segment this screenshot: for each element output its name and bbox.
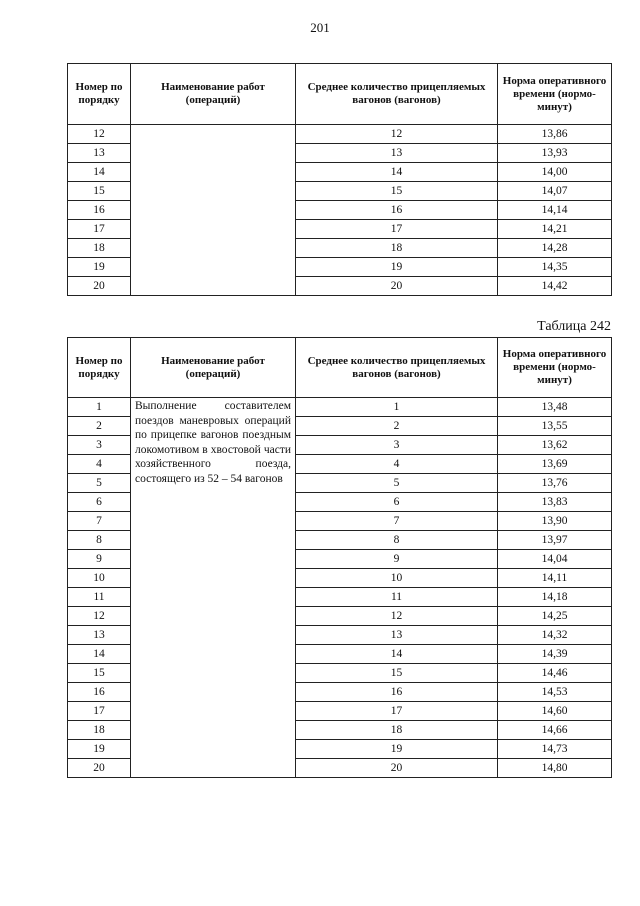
norm-time-cell: 13,97	[498, 531, 612, 550]
norm-time-cell: 13,48	[498, 398, 612, 417]
row-number-cell: 7	[68, 512, 131, 531]
row-number-cell: 5	[68, 474, 131, 493]
wagon-count-cell: 15	[296, 182, 498, 201]
wagon-count-cell: 11	[296, 588, 498, 607]
row-number-cell: 14	[68, 645, 131, 664]
header-norm-time: Норма оперативного времени (нормо-минут)	[498, 64, 612, 125]
table-header-row	[68, 64, 612, 125]
row-number-cell: 18	[68, 721, 131, 740]
wagon-count-cell: 9	[296, 550, 498, 569]
work-name-cell: Выполнение составителем поездов маневровых операций по прицепке вагонов поездным локомотивом в хвостовой части хозяйственного поезда, состоящего из 52 – 54 вагонов	[131, 398, 296, 778]
row-number-cell: 3	[68, 436, 131, 455]
wagon-count-cell: 2	[296, 417, 498, 436]
norm-time-cell: 13,62	[498, 436, 612, 455]
work-name-cell	[131, 125, 296, 296]
norm-table-continued	[67, 63, 612, 296]
row-number-cell: 2	[68, 417, 131, 436]
header-work-name: Наименование работ (операций)	[131, 64, 296, 125]
wagon-count-cell: 12	[296, 125, 498, 144]
norm-time-cell: 14,11	[498, 569, 612, 588]
row-number-cell: 15	[68, 664, 131, 683]
table-body	[68, 398, 612, 778]
norm-time-cell: 13,90	[498, 512, 612, 531]
row-number-cell: 16	[68, 201, 131, 220]
wagon-count-cell: 5	[296, 474, 498, 493]
norm-time-cell: 14,25	[498, 607, 612, 626]
row-number-cell: 13	[68, 144, 131, 163]
wagon-count-cell: 17	[296, 702, 498, 721]
norm-time-cell: 13,86	[498, 125, 612, 144]
wagon-count-cell: 17	[296, 220, 498, 239]
norm-time-cell: 14,53	[498, 683, 612, 702]
norm-time-cell: 14,35	[498, 258, 612, 277]
table-header-row	[68, 338, 612, 398]
header-work-name: Наименование работ (операций)	[131, 338, 296, 398]
norm-time-cell: 14,46	[498, 664, 612, 683]
norm-time-cell: 14,32	[498, 626, 612, 645]
wagon-count-cell: 19	[296, 258, 498, 277]
norm-time-cell: 13,55	[498, 417, 612, 436]
wagon-count-cell: 18	[296, 721, 498, 740]
row-number-cell: 12	[68, 607, 131, 626]
row-number-cell: 8	[68, 531, 131, 550]
wagon-count-cell: 6	[296, 493, 498, 512]
wagon-count-cell: 3	[296, 436, 498, 455]
page-number: 201	[310, 20, 330, 35]
norm-time-cell: 14,07	[498, 182, 612, 201]
row-number-cell: 6	[68, 493, 131, 512]
norm-time-cell: 14,21	[498, 220, 612, 239]
row-number-cell: 16	[68, 683, 131, 702]
norm-time-cell: 14,04	[498, 550, 612, 569]
wagon-count-cell: 20	[296, 759, 498, 778]
wagon-count-cell: 16	[296, 201, 498, 220]
row-number-cell: 14	[68, 163, 131, 182]
header-wagon-count: Среднее количество прицепляемых вагонов (вагонов)	[296, 338, 498, 398]
table-caption: Таблица 242	[537, 319, 611, 334]
table-body	[68, 125, 612, 296]
wagon-count-cell: 14	[296, 163, 498, 182]
wagon-count-cell: 15	[296, 664, 498, 683]
header-number: Номер по порядку	[68, 338, 131, 398]
row-number-cell: 19	[68, 740, 131, 759]
norm-time-cell: 14,28	[498, 239, 612, 258]
row-number-cell: 15	[68, 182, 131, 201]
header-wagon-count: Среднее количество прицепляемых вагонов (вагонов)	[296, 64, 498, 125]
norm-time-cell: 13,93	[498, 144, 612, 163]
wagon-count-cell: 18	[296, 239, 498, 258]
row-number-cell: 17	[68, 220, 131, 239]
row-number-cell: 20	[68, 759, 131, 778]
row-number-cell: 4	[68, 455, 131, 474]
row-number-cell: 11	[68, 588, 131, 607]
row-number-cell: 13	[68, 626, 131, 645]
norm-time-cell: 13,69	[498, 455, 612, 474]
norm-time-cell: 14,42	[498, 277, 612, 296]
norm-time-cell: 14,14	[498, 201, 612, 220]
wagon-count-cell: 10	[296, 569, 498, 588]
wagon-count-cell: 8	[296, 531, 498, 550]
norm-time-cell: 14,18	[498, 588, 612, 607]
row-number-cell: 18	[68, 239, 131, 258]
norm-time-cell: 14,39	[498, 645, 612, 664]
row-number-cell: 1	[68, 398, 131, 417]
norm-time-cell: 14,00	[498, 163, 612, 182]
wagon-count-cell: 12	[296, 607, 498, 626]
wagon-count-cell: 13	[296, 626, 498, 645]
wagon-count-cell: 20	[296, 277, 498, 296]
wagon-count-cell: 19	[296, 740, 498, 759]
row-number-cell: 10	[68, 569, 131, 588]
table-row	[68, 398, 612, 417]
wagon-count-cell: 7	[296, 512, 498, 531]
row-number-cell: 20	[68, 277, 131, 296]
norm-time-cell: 14,73	[498, 740, 612, 759]
norm-time-cell: 14,60	[498, 702, 612, 721]
wagon-count-cell: 1	[296, 398, 498, 417]
table-row	[68, 125, 612, 144]
norm-table-242	[67, 337, 612, 778]
norm-time-cell: 13,76	[498, 474, 612, 493]
wagon-count-cell: 13	[296, 144, 498, 163]
norm-time-cell: 14,66	[498, 721, 612, 740]
wagon-count-cell: 14	[296, 645, 498, 664]
wagon-count-cell: 16	[296, 683, 498, 702]
row-number-cell: 17	[68, 702, 131, 721]
wagon-count-cell: 4	[296, 455, 498, 474]
row-number-cell: 9	[68, 550, 131, 569]
row-number-cell: 12	[68, 125, 131, 144]
row-number-cell: 19	[68, 258, 131, 277]
norm-time-cell: 14,80	[498, 759, 612, 778]
header-norm-time: Норма оперативного времени (нормо-минут)	[498, 338, 612, 398]
norm-time-cell: 13,83	[498, 493, 612, 512]
header-number: Номер по порядку	[68, 64, 131, 125]
